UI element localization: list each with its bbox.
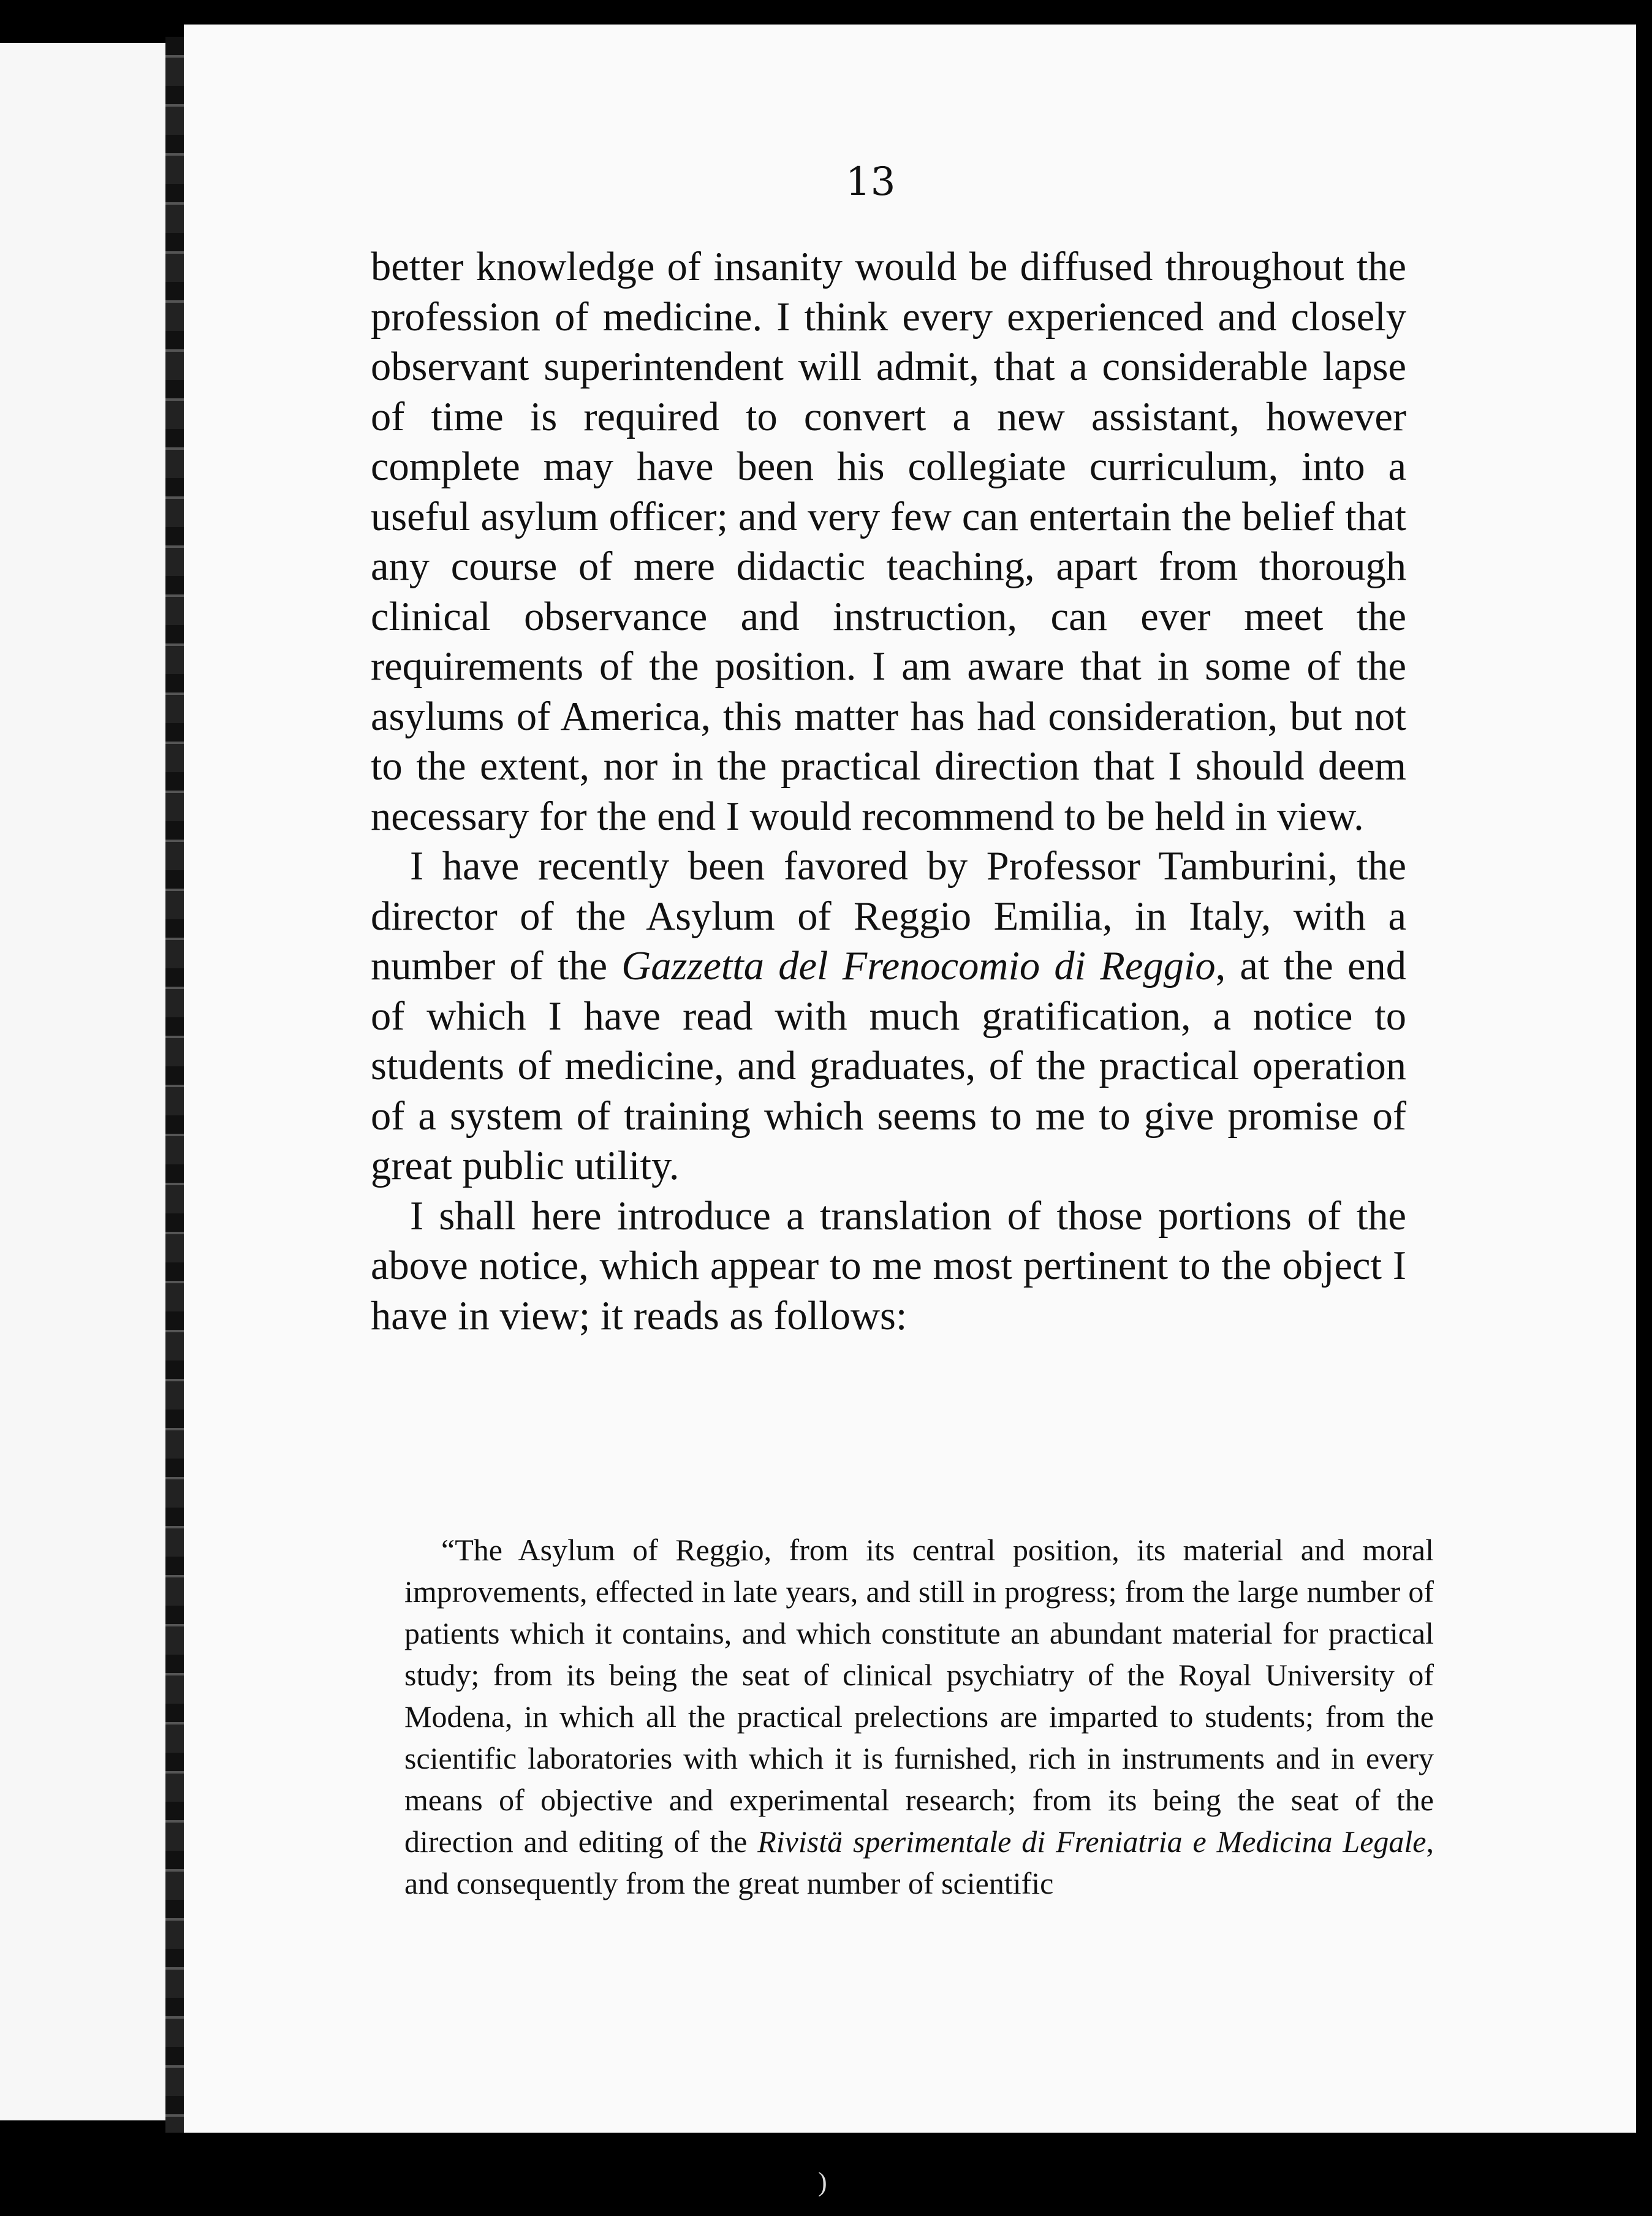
facing-page-edge [0, 43, 190, 2120]
body-text [371, 242, 1406, 1341]
journal-title: Rivistä sperimentale di Freniatria e Medicina Legale [757, 1824, 1427, 1859]
block-quote [404, 1529, 1434, 1904]
paragraph-translation-intro: I shall here introduce a translation of those portions of the above notice, which appear to me most pertinent to the object I have in view; it reads as follows: [371, 1193, 1406, 1338]
quote-text: , and consequently from the great number of scientific [404, 1824, 1434, 1900]
journal-title: Gazzetta del Frenocomio di Reggio [621, 944, 1216, 988]
scan-mark: ) [818, 2167, 827, 2197]
paragraph-continuation: better knowledge of insanity would be diffused throughout the profession of medicine. I think every experienced and closely observant superintendent will admit, that a considerable lapse of time is required to convert a new assistant, however complete may have been his collegiate curriculum, into a useful asylum officer; and very few can entertain the belief that any course of mere didactic teaching, apart from thorough clinical observance and instruction, can ever meet the requirements of the position. I am aware that in some of the asylums of America, this matter has had consideration, but not to the extent, nor in the practical direction that I should deem necessary for the end I would recommend to be held in view. [371, 245, 1406, 839]
page-number: 13 [846, 159, 896, 205]
paragraph-text: I have recently been favored by Professor Tamburini, the director of the Asylum of Reggio Emilia, in Italy, with a number of the [371, 844, 1406, 988]
paragraph-tamburini [371, 841, 1406, 1191]
quote-text: “The Asylum of Reggio, from its central position, its material and moral improvements, effected in late years, and still in progress; from the large number of patients which it contains, and which constitute an abundant material for practical study; from its being the seat of clinical psychiatry of the Royal University of Modena, in which all the practical prelections are imparted to students; from the scientific laboratories with which it is furnished, rich in instruments and in every means of objective and experimental research; from its being the seat of the direction and editing of the [404, 1533, 1434, 1859]
paragraph-text: , at the end of which I have read with much gratification, a notice to students of medicine, and graduates, of the practical operation of a system of training which seems to me to give promise of great public utility. [371, 944, 1406, 1188]
quote-paragraph [404, 1529, 1434, 1904]
